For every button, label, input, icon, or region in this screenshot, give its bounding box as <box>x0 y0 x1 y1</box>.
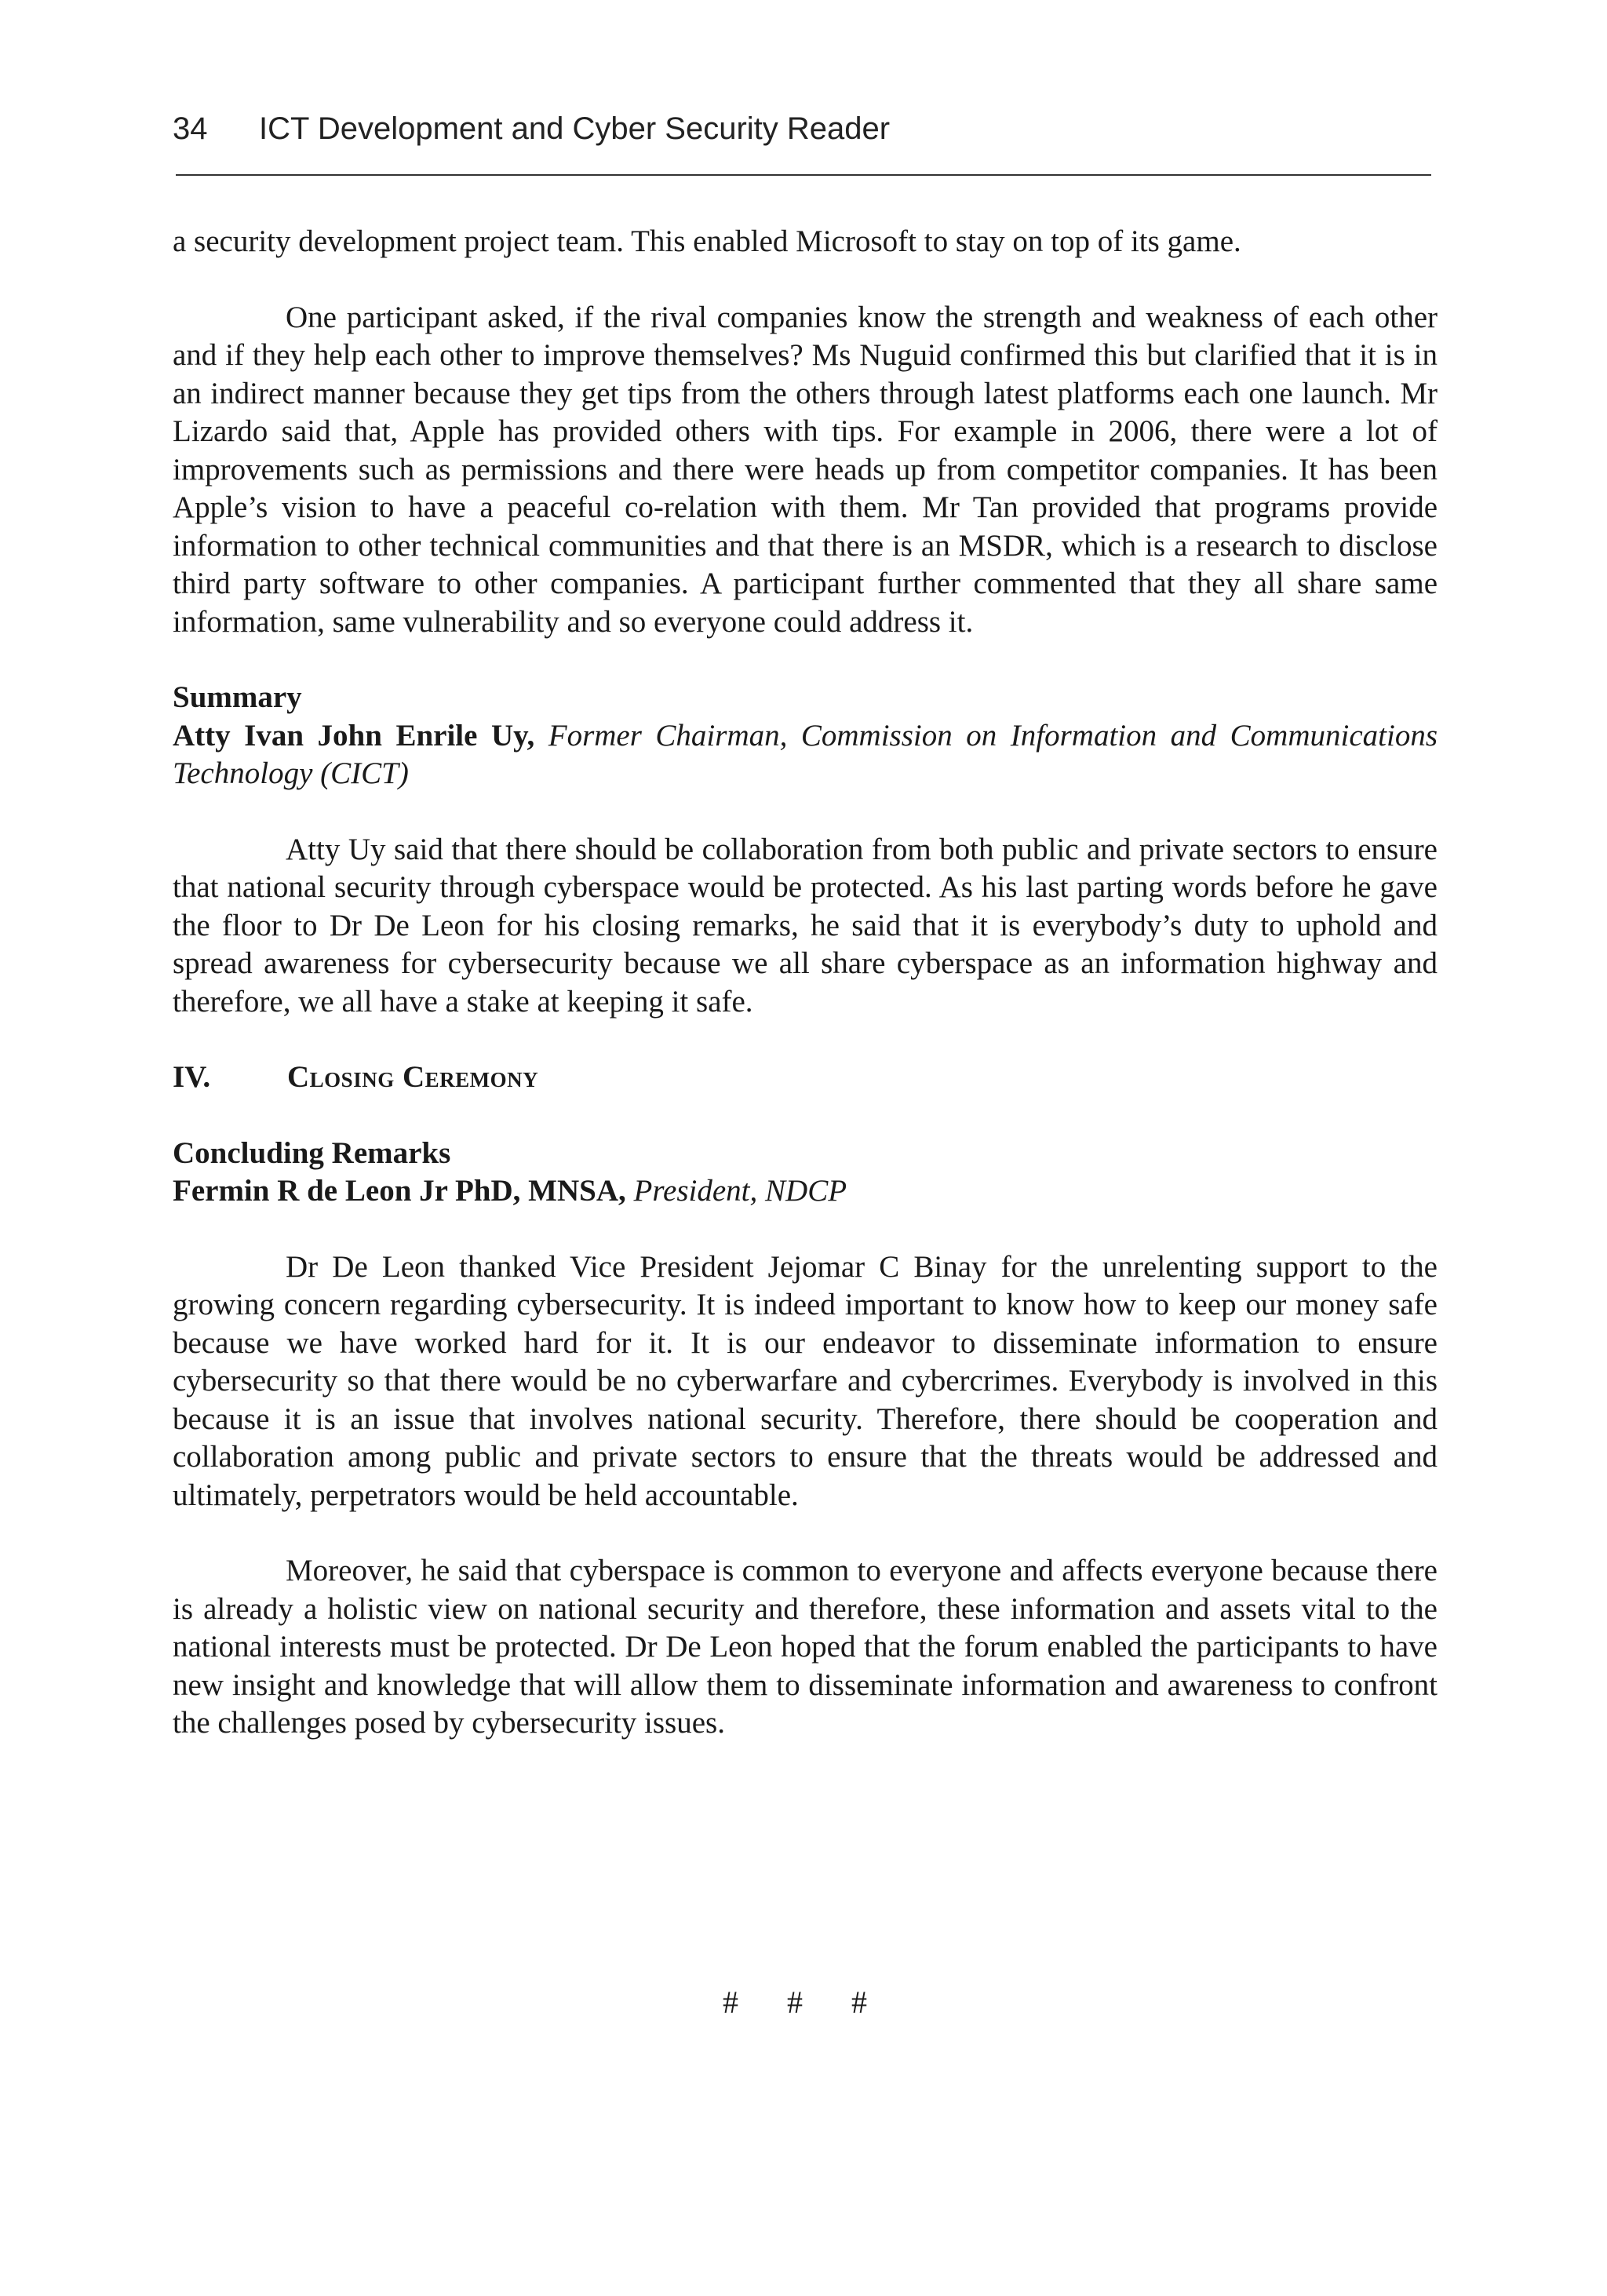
end-mark: # # # <box>723 1984 887 2020</box>
running-header <box>173 111 1438 147</box>
concluding-speaker-name: Fermin R de Leon Jr PhD, MNSA, <box>173 1174 626 1208</box>
paragraph-summary: Atty Uy said that there should be collaboration from both public and private sectors to ensure that national security through cyberspace would be protected. As his last parting words before he gave the floor to Dr De Leon for his closing remarks, he said that it is everybody’s duty to uphold and spread awareness for cybersecurity because we all share cyberspace as an information highway and therefore, we all have a stake at keeping it safe. <box>173 832 1438 1019</box>
concluding-title: Concluding Remarks <box>173 1135 451 1170</box>
paragraph-concluding: Dr De Leon thanked Vice President Jejomar C Binay for the unrelenting support to the growing concern regarding cybersecurity. It is indeed important to know how to keep our money safe because we have worked hard for it. It is our endeavor to disseminate information to ensure cybersecurity so that there would be no cyberwarfare and cybercrimes. Everybody is involved in this because it is an issue that involves national security. Therefore, there should be cooperation and collaboration among public and private sectors to ensure that the threats would be addressed and ultimately, perpetrators would be held accountable. <box>173 1249 1438 1512</box>
summary-heading-block <box>173 679 1438 793</box>
summary-speaker-line <box>173 717 1438 793</box>
body-text <box>173 223 1438 1780</box>
paragraph-continued: a security development project team. This enabled Microsoft to stay on top of its game. <box>173 224 1241 258</box>
summary-speaker-role: Former Chairman, Commission on Information and Communications Technology (CICT) <box>173 718 1438 790</box>
section-heading <box>173 1059 1438 1097</box>
paragraph-rival-companies: One participant asked, if the rival companies know the strength and weakness of each other and if they help each other to improve themselves? Ms Nuguid confirmed this but clarified that it is in an indirect manner because they get tips from the others through latest platforms each one launch. Mr Lizardo said that, Apple has provided others with tips. For example in 2006, there were a lot of improvements such as permissions and there were heads up from competitor companies. It has been Apple’s vision to have a peaceful co-relation with them. Mr Tan provided that programs provide information to other technical communities and that there is an MSDR, which is a research to disclose third party software to other companies. A participant further commented that they all share same information, same vulnerability and so everyone could address it. <box>173 300 1438 639</box>
document-page <box>173 0 1438 2296</box>
section-title: Closing Ceremony <box>287 1060 539 1094</box>
running-title: ICT Development and Cyber Security Reader <box>259 111 891 146</box>
page-number: 34 <box>173 111 208 146</box>
summary-title: Summary <box>173 680 302 714</box>
section-numeral: IV. <box>173 1060 211 1094</box>
paragraph-moreover: Moreover, he said that cyberspace is common to everyone and affects everyone because there is already a holistic view on national security and therefore, these information and assets vital to the national interests must be protected. Dr De Leon hoped that the forum enabled the participants to have new insight and knowledge that will allow them to disseminate information and awareness to confront the challenges posed by cybersecurity issues. <box>173 1554 1438 1740</box>
concluding-speaker-role: President, NDCP <box>633 1174 847 1208</box>
summary-speaker-name: Atty Ivan John Enrile Uy, <box>173 718 535 753</box>
concluding-speaker-line <box>173 1172 1438 1211</box>
header-rule <box>176 174 1431 176</box>
concluding-heading-block <box>173 1135 1438 1211</box>
